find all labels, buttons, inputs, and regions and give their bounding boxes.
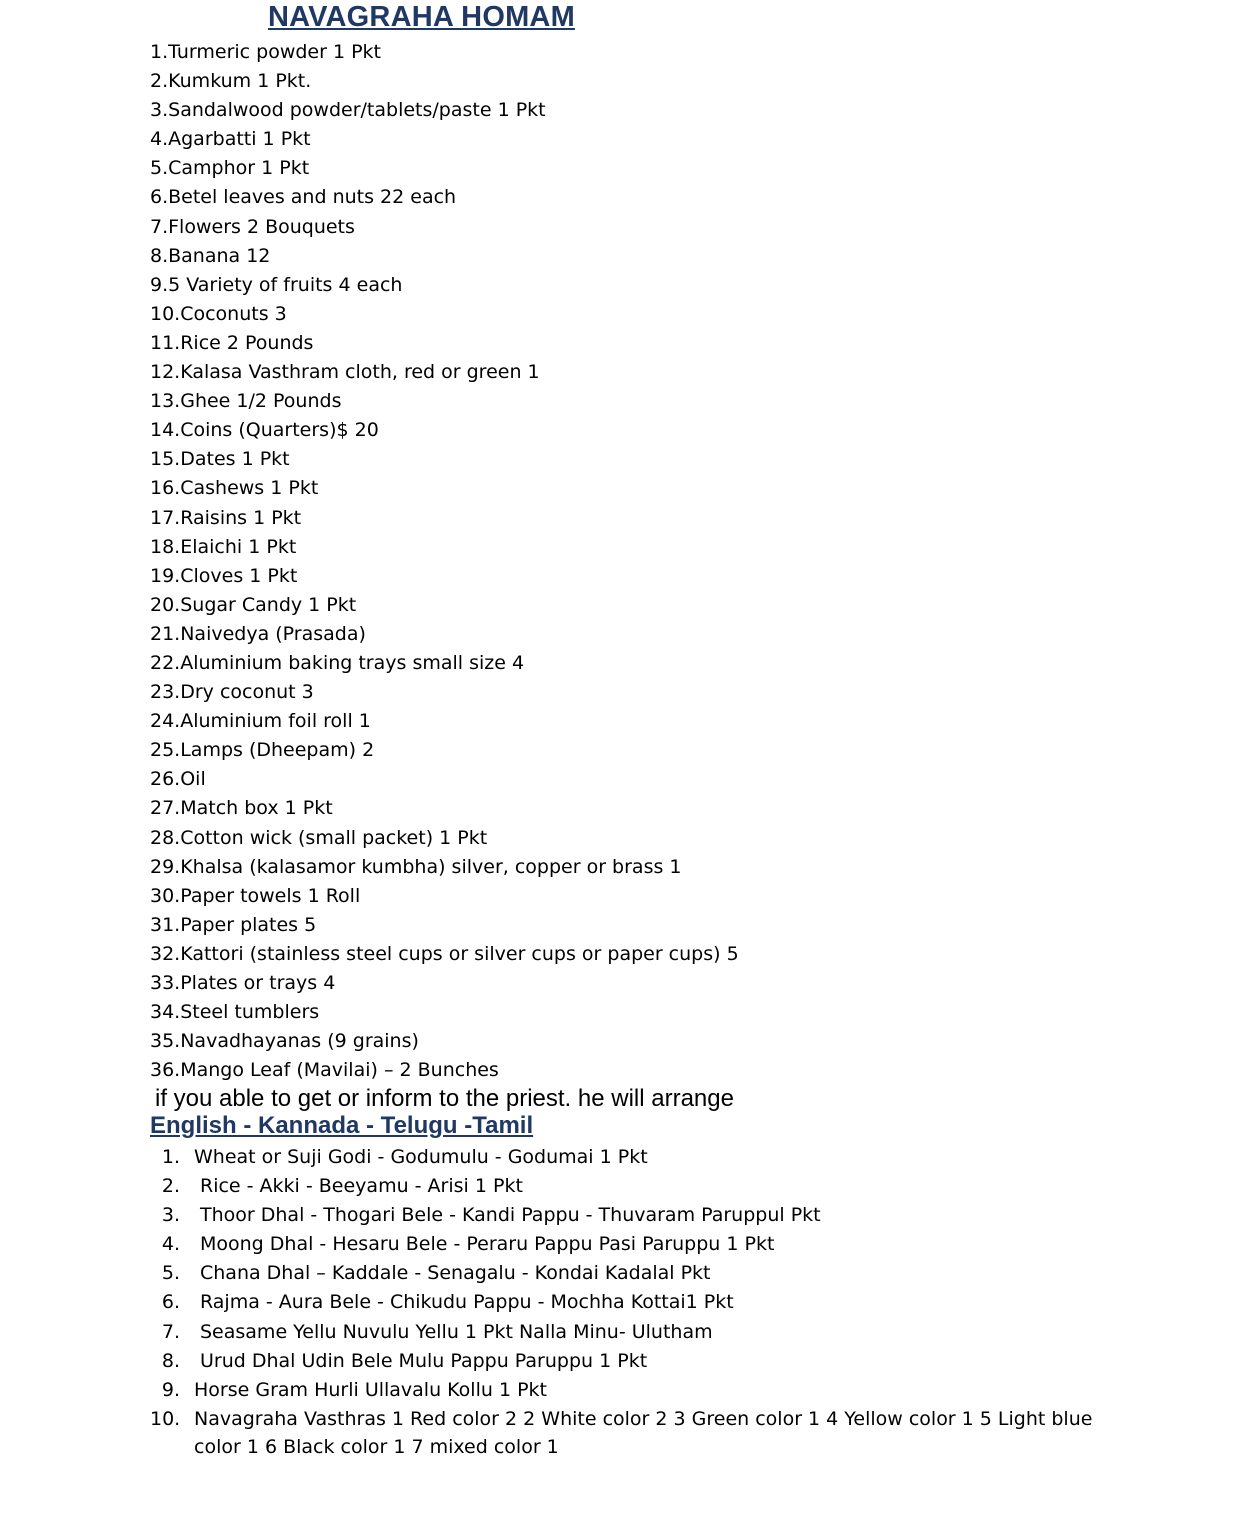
list-item xyxy=(150,1347,1140,1376)
list-item: 33.Plates or trays 4 xyxy=(150,972,336,994)
list-item: 21.Naivedya (Prasada) xyxy=(150,622,366,645)
item-number: 8. xyxy=(161,1349,180,1372)
list-item xyxy=(150,1230,1140,1259)
list-item: 6.Betel leaves and nuts 22 each xyxy=(150,186,457,209)
list-item xyxy=(150,1288,1140,1317)
item-number: 3. xyxy=(161,1204,180,1227)
grains-list xyxy=(150,1143,1140,1461)
list-item: 12.Kalasa Vasthram cloth, red or green 1 xyxy=(150,361,540,384)
list-item: 13.Ghee 1/2 Pounds xyxy=(150,390,342,413)
list-item: 25.Lamps (Dheepam) 2 xyxy=(150,739,375,762)
list-item: 9.5 Variety of fruits 4 each xyxy=(150,273,403,296)
list-item: 31.Paper plates 5 xyxy=(150,913,317,936)
item-text: Moong Dhal - Hesaru Bele - Peraru Pappu Pasi Paruppu 1 Pkt xyxy=(200,1233,775,1256)
list-item: 8.Banana 12 xyxy=(150,244,271,267)
list-item: 15.Dates 1 Pkt xyxy=(150,448,290,471)
item-text: Rajma - Aura Bele - Chikudu Pappu - Mochha Kottai1 Pkt xyxy=(200,1291,734,1314)
list-item xyxy=(150,1143,1140,1172)
list-item: 4.Agarbatti 1 Pkt xyxy=(150,128,311,151)
item-text: Chana Dhal – Kaddale - Senagalu - Kondai Kadalal Pkt xyxy=(200,1262,711,1285)
item-text: Seasame Yellu Nuvulu Yellu 1 Pkt Nalla Minu- Ulutham xyxy=(200,1320,713,1343)
item-number: 7. xyxy=(161,1320,180,1343)
list-item: 16.Cashews 1 Pkt xyxy=(150,477,319,500)
list-item xyxy=(150,1376,1140,1405)
list-item: 1.Turmeric powder 1 Pkt xyxy=(150,41,382,63)
samagri-list xyxy=(150,38,739,1085)
list-item: 34.Steel tumblers xyxy=(150,1001,320,1024)
page-title: NAVAGRAHA HOMAM xyxy=(268,1,575,33)
item-number: 4. xyxy=(161,1233,180,1256)
item-number: 9. xyxy=(161,1378,180,1401)
item-number: 10. xyxy=(150,1407,181,1430)
list-item xyxy=(150,1201,1140,1230)
list-item xyxy=(150,1318,1140,1347)
item-number: 2. xyxy=(161,1175,180,1198)
item-text: Rice - Akki - Beeyamu - Arisi 1 Pkt xyxy=(200,1175,523,1198)
list-item: 14.Coins (Quarters)$ 20 xyxy=(150,419,379,442)
list-item: 3.Sandalwood powder/tablets/paste 1 Pkt xyxy=(150,99,546,122)
list-item xyxy=(150,1259,1140,1288)
list-item xyxy=(150,1405,1140,1461)
list-item: 17.Raisins 1 Pkt xyxy=(150,506,302,529)
list-item: 36.Mango Leaf (Mavilai) – 2 Bunches xyxy=(150,1059,499,1082)
list-item: 35.Navadhayanas (9 grains) xyxy=(150,1030,419,1053)
list-item: 20.Sugar Candy 1 Pkt xyxy=(150,593,357,616)
item-text: Navagraha Vasthras 1 Red color 2 2 White color 2 3 Green color 1 4 Yellow color 1 5 Light blue color 1 6 Black color 1 7 mixed color 1 xyxy=(194,1407,1093,1458)
list-item: 11.Rice 2 Pounds xyxy=(150,331,314,354)
list-item: 18.Elaichi 1 Pkt xyxy=(150,535,297,558)
list-item: 26.Oil xyxy=(150,768,206,791)
list-item: 29.Khalsa (kalasamor kumbha) silver, copper or brass 1 xyxy=(150,855,682,878)
list-item: 10.Coconuts 3 xyxy=(150,302,287,325)
list-item: 23.Dry coconut 3 xyxy=(150,681,314,704)
list-item: 30.Paper towels 1 Roll xyxy=(150,884,361,907)
list-item: 27.Match box 1 Pkt xyxy=(150,797,333,820)
section-heading: English - Kannada - Telugu -Tamil xyxy=(150,1112,534,1139)
item-text: Urud Dhal Udin Bele Mulu Pappu Paruppu 1 Pkt xyxy=(200,1349,648,1372)
item-text: Wheat or Suji Godi - Godumulu - Godumai 1 Pkt xyxy=(194,1146,648,1168)
list-item: 19.Cloves 1 Pkt xyxy=(150,564,298,587)
item-number: 1. xyxy=(161,1146,180,1168)
list-item: 28.Cotton wick (small packet) 1 Pkt xyxy=(150,826,488,849)
list-item: 32.Kattori (stainless steel cups or silver cups or paper cups) 5 xyxy=(150,942,739,965)
priest-note: if you able to get or inform to the priest. he will arrange xyxy=(155,1085,734,1112)
list-item: 22.Aluminium baking trays small size 4 xyxy=(150,651,525,674)
item-text: Horse Gram Hurli Ullavalu Kollu 1 Pkt xyxy=(194,1378,547,1401)
item-number: 5. xyxy=(161,1262,180,1285)
list-item xyxy=(150,1172,1140,1201)
list-item: 2.Kumkum 1 Pkt. xyxy=(150,70,312,93)
list-item: 24.Aluminium foil roll 1 xyxy=(150,710,371,733)
list-item: 7.Flowers 2 Bouquets xyxy=(150,215,355,238)
item-text: Thoor Dhal - Thogari Bele - Kandi Pappu - Thuvaram Paruppul Pkt xyxy=(200,1204,821,1227)
item-number: 6. xyxy=(161,1291,180,1314)
list-item: 5.Camphor 1 Pkt xyxy=(150,157,310,180)
